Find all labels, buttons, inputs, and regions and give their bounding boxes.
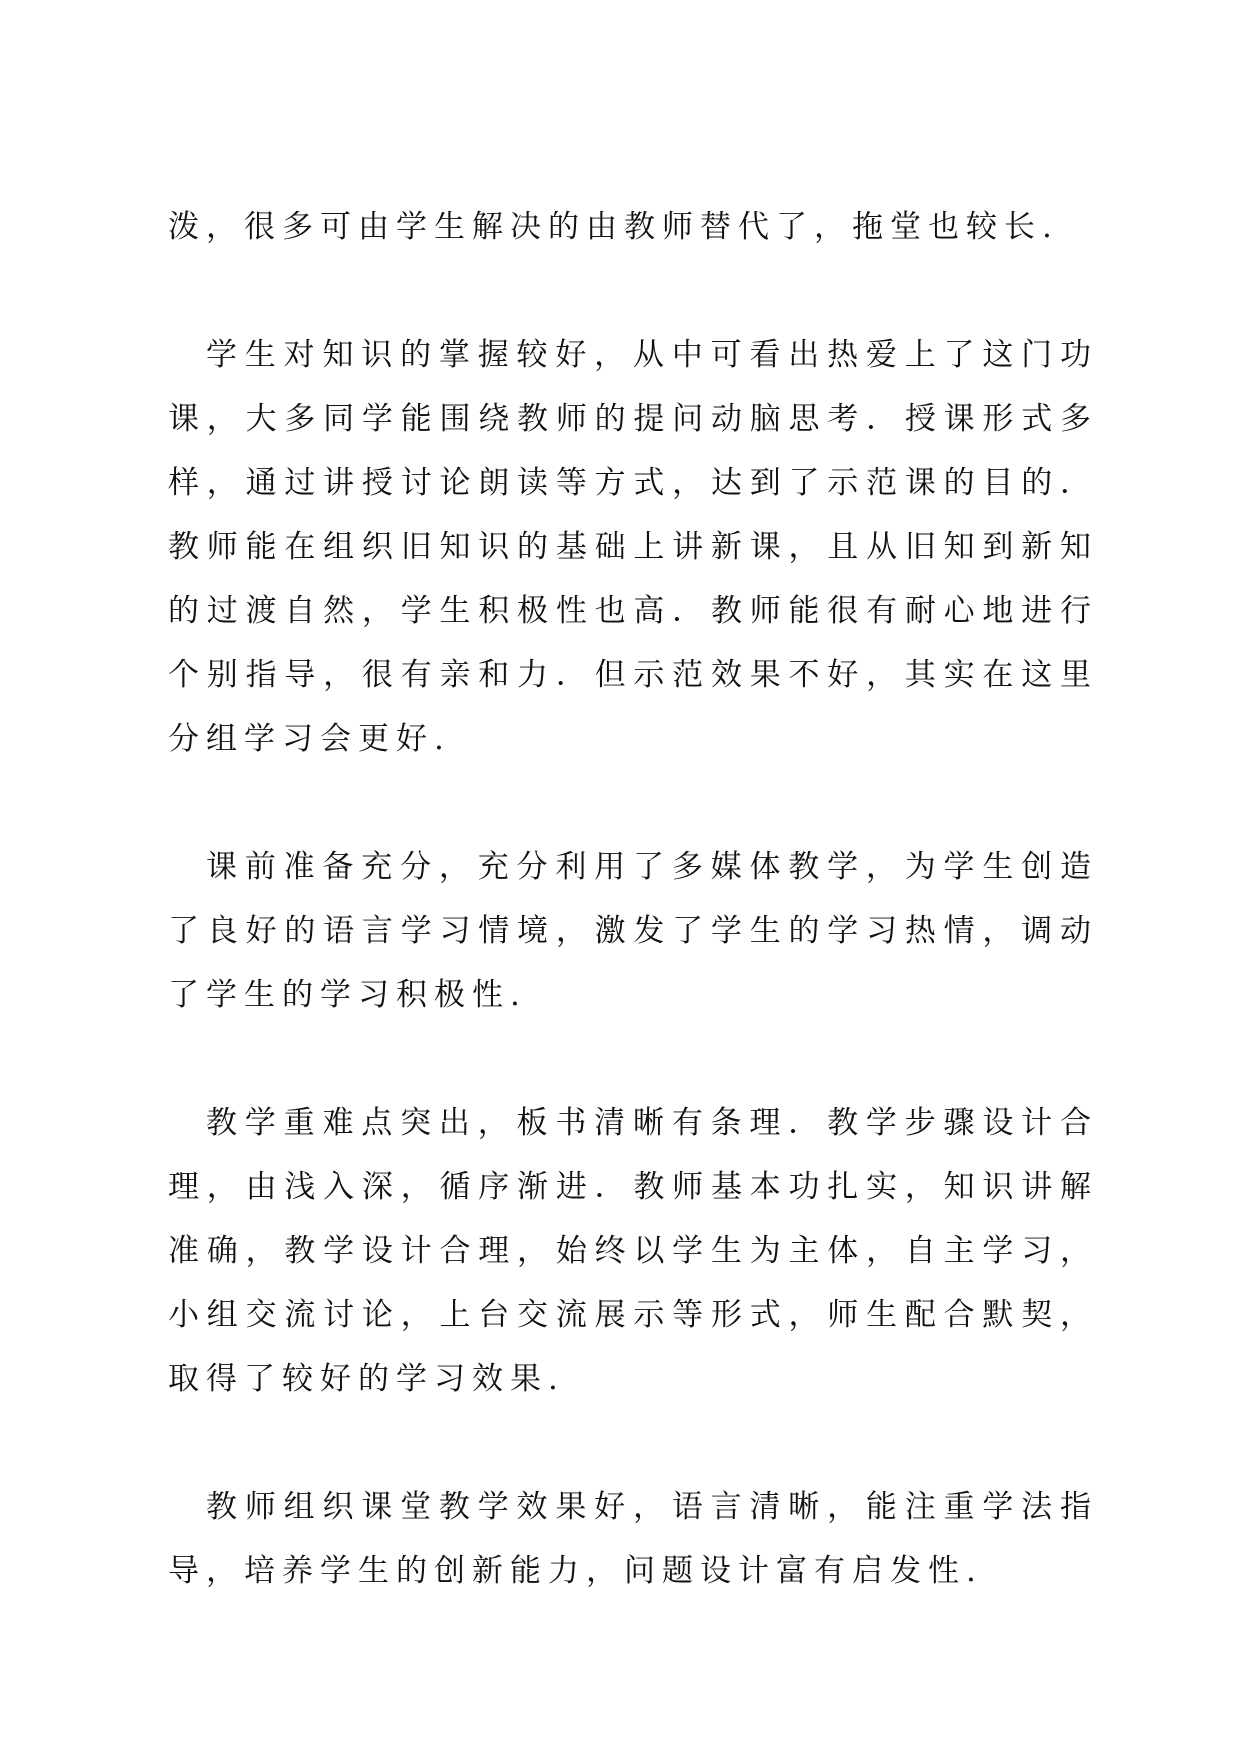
paragraph: 学生对知识的掌握较好，从中可看出热爱上了这门功课，大多同学能围绕教师的提问动脑思考．授课形式多样，通过讲授讨论朗读等方式，达到了示范课的目的．教师能在组织旧知识的基础上讲新课，且从旧知到新知的过渡自然，学生积极性也高．教师能很有耐心地进行个别指导，很有亲和力．但示范效果不好，其实在这里分组学习会更好.: [168, 337, 1098, 757]
paragraph: 课前准备充分，充分利用了多媒体教学，为学生创造了良好的语言学习情境，激发了学生的学习热情，调动了学生的学习积极性.: [168, 849, 1098, 1013]
paragraph: 教学重难点突出，板书清晰有条理．教学步骤设计合理，由浅入深，循序渐进．教师基本功扎实，知识讲解准确，教学设计合理，始终以学生为主体，自主学习，小组交流讨论，上台交流展示等形式，师生配合默契，取得了较好的学习效果.: [168, 1105, 1098, 1397]
paragraph: 教师组织课堂教学效果好，语言清晰，能注重学法指导，培养学生的创新能力，问题设计富有启发性.: [168, 1489, 1098, 1589]
paragraph-continued: 泼，很多可由学生解决的由教师替代了，拖堂也较长.: [168, 209, 1059, 245]
document-body: [168, 195, 1098, 1603]
